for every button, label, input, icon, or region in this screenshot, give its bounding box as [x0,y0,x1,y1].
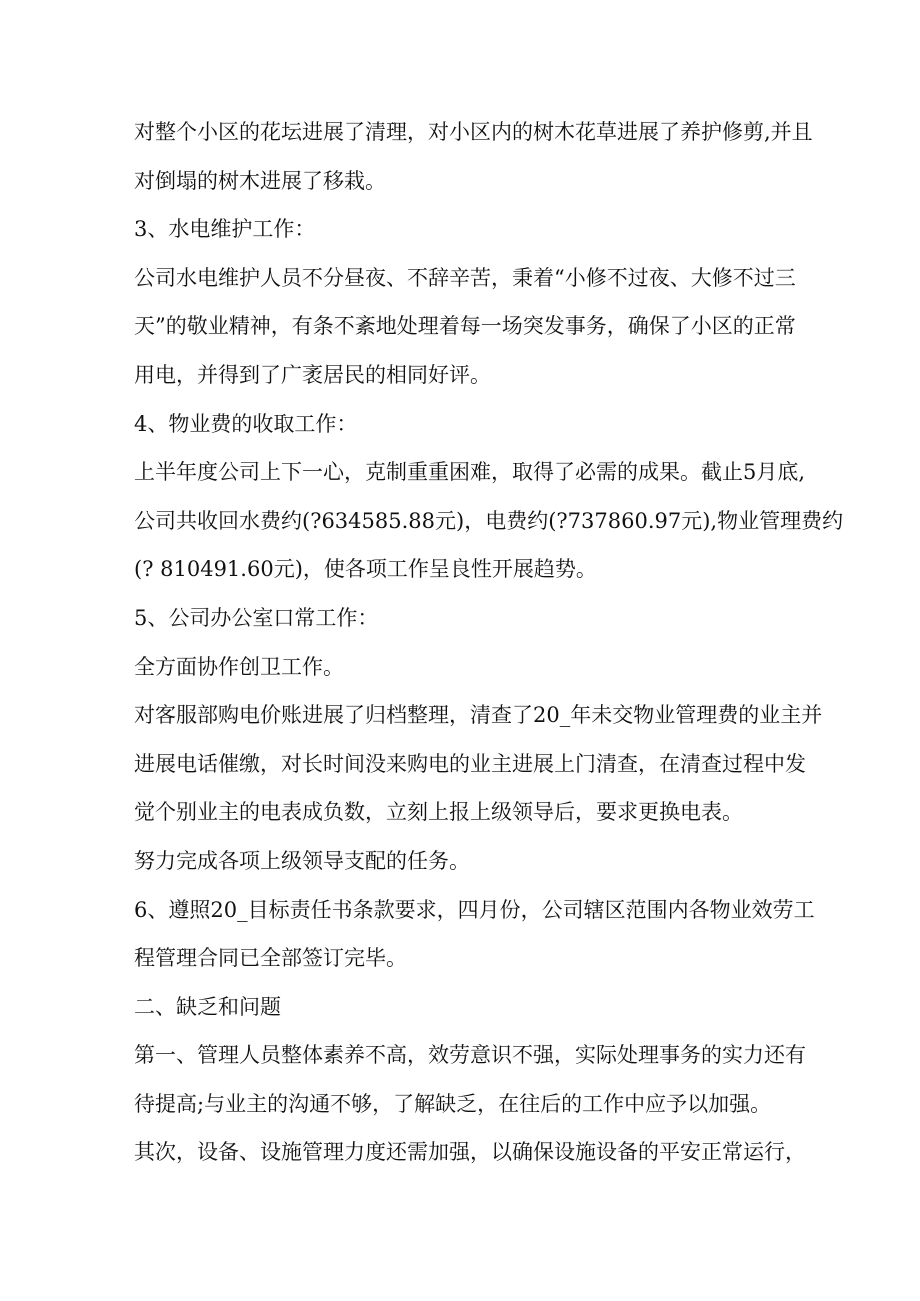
section-heading: 3、水电维护工作： [134,217,316,242]
text-line: 公司共收回水费约(?634585.88元)，电费约(?737860.97元),物业管理费约 [134,508,844,533]
text-line: 用电，并得到了广袤居民的相同好评。 [134,362,491,387]
text-line: 努力完成各项上级领导支配的任务。 [134,848,470,873]
text-line: 进展电话催缴，对长时间没来购电的业主进展上门清查，在清查过程中发 [134,751,806,776]
text-line: 对倒塌的树木进展了移栽。 [134,168,386,193]
text-line: 觉个别业主的电表成负数，立刻上报上级领导后，要求更换电表。 [134,800,743,825]
text-line: 全方面协作创卫工作。 [134,654,344,679]
text-line: 上半年度公司上下一心，克制重重困难，取得了必需的成果。截止5月底, [134,460,806,485]
text-line: (? 810491.60元)，使各项工作呈良性开展趋势。 [134,557,597,582]
text-line: 第一、管理人员整体素养不高，效劳意识不强，实际处理事务的实力还有 [134,1043,806,1068]
section-heading: 二、缺乏和问题 [134,994,281,1019]
text-line: 对整个小区的花坛进展了清理，对小区内的树木花草进展了养护修剪,并且 [134,120,813,144]
text-line: 公司水电维护人员不分昼夜、不辞辛苦，秉着“小修不过夜、大修不过三 [134,265,796,290]
text-line: 其次，设备、设施管理力度还需加强，以确保设施设备的平安正常运行， [134,1140,806,1165]
text-line: 天”的敬业精神，有条不紊地处理着每一场突发事务，确保了小区的正常 [134,314,796,339]
text-line: 程管理合同已全部签订完毕。 [134,946,407,971]
section-heading: 6、遵照20_目标责任书条款要求，四月份，公司辖区范围内各物业效劳工 [134,897,815,922]
section-heading: 4、物业费的收取工作： [134,411,358,436]
document-body [134,108,844,1177]
text-line: 待提高;与业主的沟通不够，了解缺乏，在往后的工作中应予以加强。 [134,1091,772,1116]
section-heading: 5、公司办公室口常工作： [134,605,379,630]
text-line: 对客服部购电价账进展了归档整理，清查了20_年未交物业管理费的业主并 [134,703,823,728]
